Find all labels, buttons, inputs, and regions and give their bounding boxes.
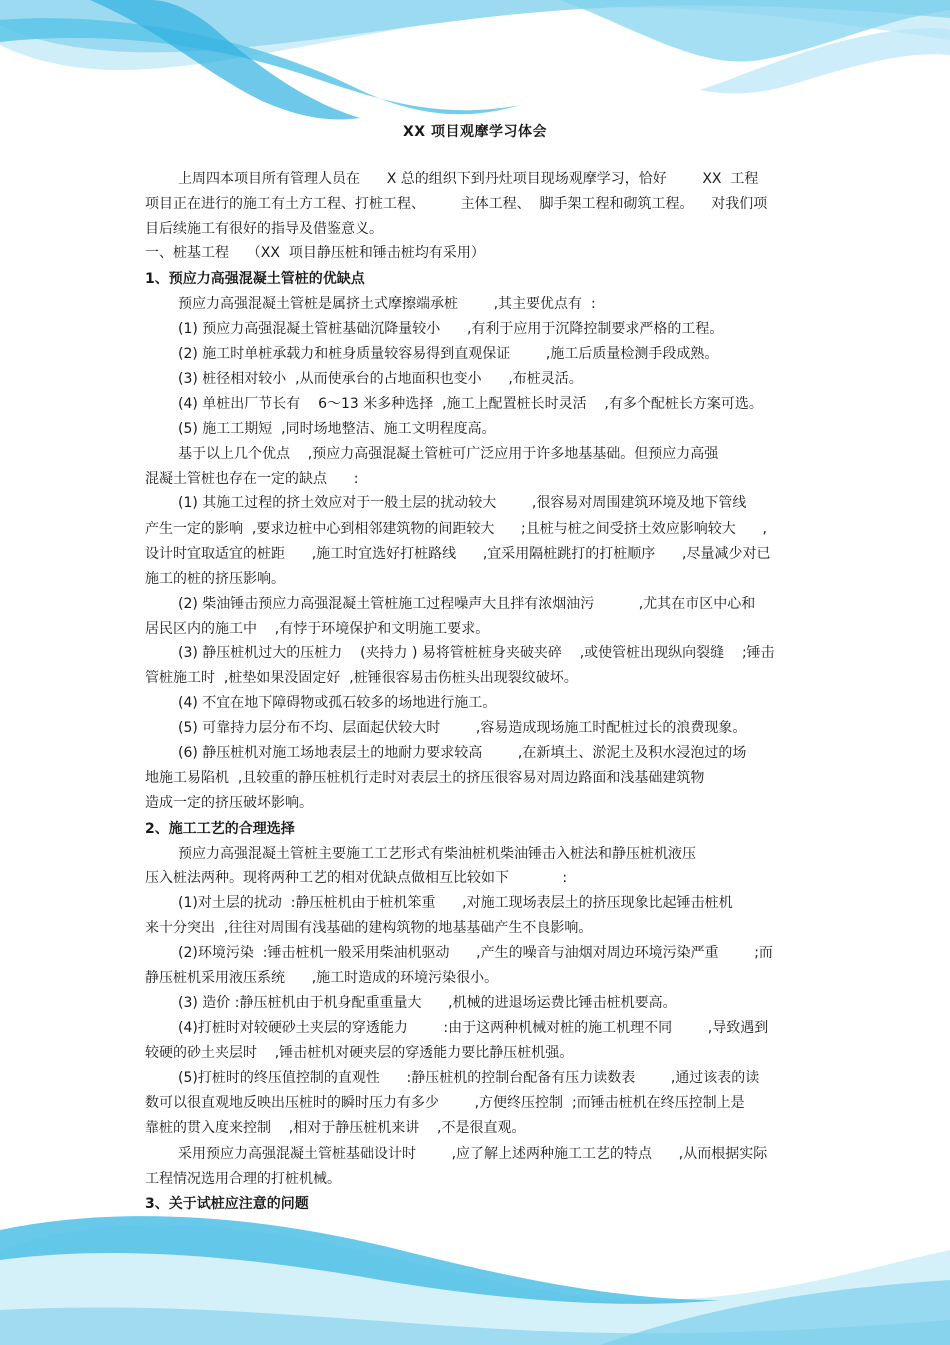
- paragraph-line: 预应力高强混凝土管桩是属挤土式摩擦端承桩 ,其主要优点有 :: [178, 296, 596, 312]
- paragraph-line: 基于以上几个优点 ,预应力高强混凝土管桩可广泛应用于许多地基基础。但预应力高强: [178, 446, 719, 462]
- list-item: (6) 静压桩机对施工场地表层土的地耐力要求较高 ,在新填土、淤泥土及积水浸泡过的场: [178, 745, 747, 761]
- list-item: (3) 造价 :静压桩机由于机身配重重量大 ,机械的进退场运费比锤击桩机要高。: [178, 995, 677, 1011]
- list-item: (2) 施工时单桩承载力和桩身质量较容易得到直观保证 ,施工后质量检测手段成熟。: [178, 346, 719, 362]
- paragraph-line: 混凝土管桩也存在一定的缺点 :: [145, 471, 359, 487]
- paragraph-line: 项目正在进行的施工有土方工程、打桩工程、 主体工程、 脚手架工程和砌筑工程。 对我们项: [145, 196, 768, 212]
- paragraph-line: 地施工易陷机 ,且较重的静压桩机行走时对表层土的挤压很容易对周边路面和浅基础建筑物: [145, 770, 705, 786]
- paragraph-line: 靠桩的贯入度来控制 ,相对于静压桩机来讲 ,不是很直观。: [145, 1120, 526, 1136]
- paragraph-line: 工程情况选用合理的打桩机械。: [145, 1171, 341, 1187]
- document-title: XX 项目观摩学习体会: [403, 124, 547, 140]
- list-item: (4)打桩时对较硬砂土夹层的穿透能力 :由于这两种机械对桩的施工机理不同 ,导致遇到: [178, 1020, 769, 1036]
- paragraph-line: 设计时宜取适宜的桩距 ,施工时宜选好打桩路线 ,宜采用隔桩跳打的打桩顺序 ,尽量减少对已: [145, 546, 771, 562]
- subsection-heading: 2、施工工艺的合理选择: [145, 821, 295, 837]
- paragraph-line: 静压桩机采用液压系统 ,施工时造成的环境污染很小。: [145, 970, 499, 986]
- list-item: (1)对土层的扰动 :静压桩机由于桩机笨重 ,对施工现场表层土的挤压现象比起锤击桩机: [178, 895, 733, 911]
- list-item: (5) 施工工期短 ,同时场地整洁、施工文明程度高。: [178, 421, 496, 437]
- list-item: (3) 静压桩机过大的压桩力 (夹持力 ) 易将管桩桩身夹破夹碎 ,或使管桩出现纵向裂缝 ;锤击: [178, 645, 775, 661]
- paragraph-line: 居民区内的施工中 ,有悖于环境保护和文明施工要求。: [145, 621, 490, 637]
- section-heading: 一、桩基工程 （XX 项目静压桩和锤击桩均有采用）: [145, 245, 485, 261]
- paragraph-line: 采用预应力高强混凝土管桩基础设计时 ,应了解上述两种施工工艺的特点 ,从而根据实际: [178, 1146, 768, 1162]
- paragraph-line: 施工的桩的挤压影响。: [145, 571, 285, 587]
- paragraph-line: 管桩施工时 ,桩垫如果没固定好 ,桩锤很容易击伤桩头出现裂纹破坏。: [145, 670, 578, 686]
- list-item: (1) 预应力高强混凝土管桩基础沉降量较小 ,有利于应用于沉降控制要求严格的工程。: [178, 321, 724, 337]
- list-item: (4) 不宜在地下障碍物或孤石较多的场地进行施工。: [178, 695, 497, 711]
- list-item: (1) 其施工过程的挤土效应对于一般土层的扰动较大 ,很容易对周围建筑环境及地下管线: [178, 495, 747, 511]
- list-item: (2) 柴油锤击预应力高强混凝土管桩施工过程噪声大且拌有浓烟油污 ,尤其在市区中心和: [178, 596, 756, 612]
- paragraph-line: 目后续施工有很好的指导及借鉴意义。: [145, 221, 383, 237]
- paragraph-line: 压入桩法两种。现将两种工艺的相对优缺点做相互比较如下 :: [145, 870, 568, 886]
- list-item: (5) 可靠持力层分布不均、层面起伏较大时 ,容易造成现场施工时配桩过长的浪费现象。: [178, 720, 747, 736]
- paragraph-line: 产生一定的影响 ,要求边桩中心到相邻建筑物的间距较大 ;且桩与桩之间受挤土效应影响较大 ,: [145, 521, 767, 537]
- paragraph-line: 上周四本项目所有管理人员在 X 总的组织下到丹灶项目现场观摩学习，恰好 XX 工程: [178, 171, 759, 187]
- paragraph-line: 数可以很直观地反映出压桩时的瞬时压力有多少 ,方便终压控制 ;而锤击桩机在终压控制上是: [145, 1095, 745, 1111]
- paragraph-line: 来十分突出 ,往往对周围有浅基础的建构筑物的地基基础产生不良影响。: [145, 920, 593, 936]
- paragraph-line: 造成一定的挤压破坏影响。: [145, 795, 313, 811]
- list-item: (5)打桩时的终压值控制的直观性 :静压桩机的控制台配备有压力读数表 ,通过该表的读: [178, 1070, 760, 1086]
- subsection-heading: 1、预应力高强混凝土管桩的优缺点: [145, 271, 365, 287]
- paragraph-line: 较硬的砂土夹层时 ,锤击桩机对硬夹层的穿透能力要比静压桩机强。: [145, 1045, 574, 1061]
- list-item: (2)环境污染 :锤击桩机一般采用柴油机驱动 ,产生的噪音与油烟对周边环境污染严重 ;而: [178, 945, 773, 961]
- subsection-heading: 3、关于试桩应注意的问题: [145, 1196, 309, 1212]
- list-item: (3) 桩径相对较小 ,从而使承台的占地面积也变小 ,布桩灵活。: [178, 371, 583, 387]
- list-item: (4) 单桩出厂节长有 6～13 米多种选择 ,施工上配置桩长时灵活 ,有多个配桩长方案可选。: [178, 396, 763, 412]
- paragraph-line: 预应力高强混凝土管桩主要施工工艺形式有柴油桩机柴油锤击入桩法和静压桩机液压: [178, 846, 696, 862]
